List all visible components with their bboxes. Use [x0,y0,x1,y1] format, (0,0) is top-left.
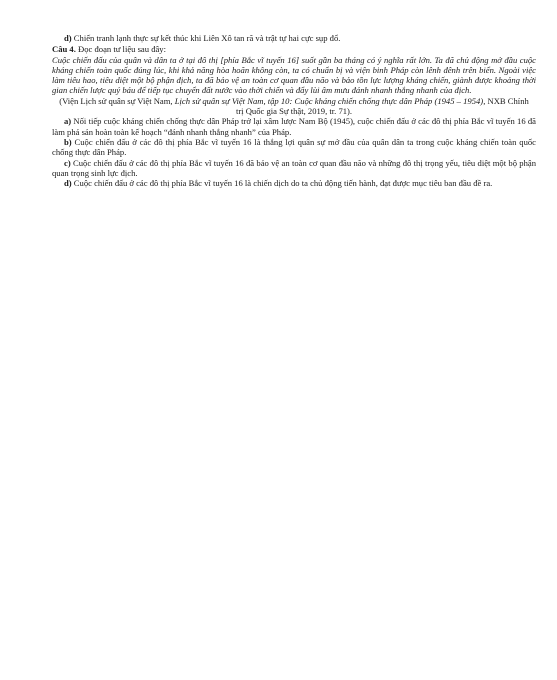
statement-letter: c) [64,157,71,168]
statement-d [52,178,536,188]
question-prompt: Đọc đoạn tư liệu sau đây: [75,43,166,54]
passage-citation [52,96,536,117]
statement-letter: a) [64,116,72,127]
statement-text: Cuộc chiến đấu ở các đô thị phía Bắc vĩ tuyến 16 là chiến dịch do ta chủ động tiến hành, đạt được mục tiêu ban đầu đề ra. [71,178,493,189]
citation-title: Lịch sử quân sự Việt Nam, tập 10: Cuộc kháng chiến chống thực dân Pháp (1945 – 1954) [174,95,484,106]
option-letter: d) [64,33,72,43]
citation-suffix: , NXB Chính trị Quốc gia Sự thật, 2019, tr. 71). [235,95,529,117]
statement-b [52,137,536,158]
document-content [52,33,536,188]
statement-a [52,116,536,137]
statement-letter: b) [64,136,72,147]
statement-text: Cuộc chiến đấu ở các đô thị phía Bắc vĩ tuyến 16 là thắng lợi quân sự mở đầu của quân dân ta trong cuộc kháng chiến toàn quốc chống thực dân Pháp. [52,136,536,158]
statement-c [52,158,536,179]
option-text: Chiến tranh lạnh thực sự kết thúc khi Liên Xô tan rã và trật tự hai cực sụp đổ. [71,33,341,43]
question-label: Câu 4. [52,43,76,54]
citation-prefix: (Viện Lịch sử quân sự Việt Nam, [59,95,175,106]
source-passage: Cuộc chiến đấu của quân và dân ta ở tại đô thị [phía Bắc vĩ tuyến 16] suốt gần ba tháng có ý nghĩa rất lớn. Ta đã chủ động mở đầu cuộc kháng chiến toàn quốc đúng lúc, khi khả năng hòa hoãn không còn, ta có chuẩn bị và viện binh Pháp còn lênh đênh trên biển. Ngoài việc làm tiêu hao, tiêu diệt một bộ phận địch, ta đã bảo vệ an toàn cơ quan đầu não và bảo tồn lực lượng kháng chiến, giành được khoảng thời gian chiến lược quý báu để tiếp tục chuyển đất nước vào thời chiến và đẩy lùi âm mưu đánh nhanh thắng nhanh của địch. [52,54,536,96]
question-heading [52,44,536,54]
previous-option-d [52,33,536,43]
statement-letter: d) [64,178,72,189]
statement-text: Cuộc chiến đấu ở các đô thị phía Bắc vĩ tuyến 16 đã bảo vệ an toàn cơ quan đầu não và những đô thị trọng yếu, tiêu diệt một bộ phận quan trọng sinh lực địch. [52,157,536,178]
statement-text: Nối tiếp cuộc kháng chiến chống thực dân Pháp trở lại xâm lược Nam Bộ (1945), cuộc chiến đấu ở các đô thị phía Bắc vĩ tuyến 16 đã làm phá sản hoàn toàn kế hoạch “đánh nhanh thắng nhanh” của Pháp. [52,116,536,137]
